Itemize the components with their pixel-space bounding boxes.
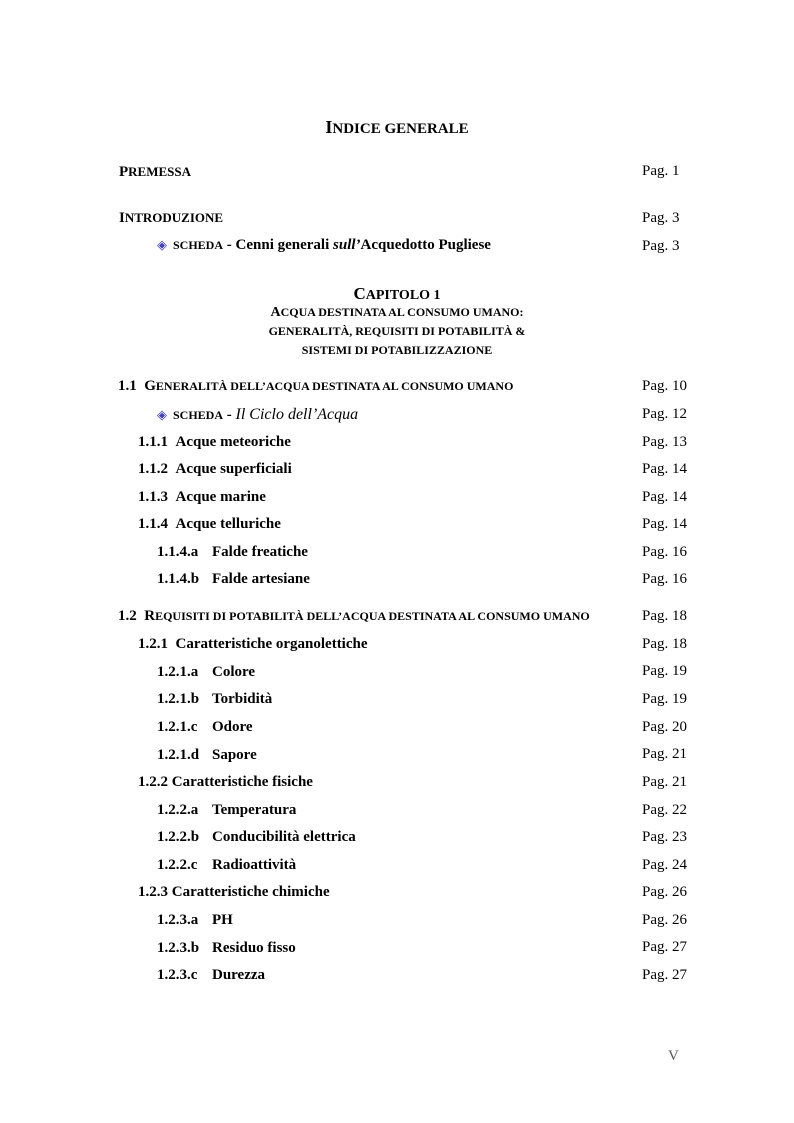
toc-entry[interactable] <box>157 747 257 764</box>
entry-text: Residuo fisso <box>212 940 296 956</box>
toc-entry-page: Pag. 13 <box>642 434 687 450</box>
chapter-title <box>0 284 794 304</box>
diamond-bullet-icon: ◈ <box>157 237 167 252</box>
entry-num: 1.1.4.a <box>157 544 199 560</box>
toc-entry[interactable] <box>157 829 356 846</box>
section-rest: ENERALITÀ DELL’ACQUA DESTINATA AL CONSUMO UMANO <box>155 379 514 393</box>
toc-page-section-1-2: Pag. 18 <box>642 608 687 624</box>
toc-entry[interactable] <box>138 434 291 451</box>
entry-num: 1.2.1.a <box>157 664 199 680</box>
toc-entry[interactable] <box>157 802 296 819</box>
toc-entry-page: Pag. 24 <box>642 857 687 873</box>
toc-entry-page: Pag. 16 <box>642 571 687 587</box>
toc-entry[interactable] <box>138 774 313 791</box>
entry-text: Falde freatiche <box>212 544 308 560</box>
toc-scheda-ciclo[interactable] <box>157 406 358 424</box>
scheda-text-em: sull’ <box>333 237 361 253</box>
scheda-sep: - <box>223 237 236 253</box>
entry-text: PH <box>212 912 233 928</box>
diamond-bullet-icon: ◈ <box>157 407 167 422</box>
entry-num: 1.2.2 <box>138 774 168 790</box>
page-title <box>0 117 794 138</box>
toc-entry-page: Pag. 14 <box>642 516 687 532</box>
section-num: 1.1 <box>118 378 137 394</box>
entry-num: 1.2.2.a <box>157 802 199 818</box>
section-first: R <box>144 608 156 624</box>
toc-entry-page: Pag. 19 <box>642 663 687 679</box>
entry-text: Radioattività <box>212 857 297 873</box>
scheda-text: Il Ciclo dell’Acqua <box>235 406 359 423</box>
entry-text: Caratteristiche organolettiche <box>175 636 368 652</box>
entry-num: 1.2.1 <box>138 636 168 652</box>
entry-num: 1.2.2.c <box>157 857 198 873</box>
section-rest: EQUISITI DI POTABILITÀ DELL’ACQUA DESTINATA AL CONSUMO UMANO <box>155 609 590 623</box>
entry-num: 1.1.4 <box>138 516 168 532</box>
toc-entry[interactable] <box>157 691 272 708</box>
chapter-subtitle-line2: GENERALITÀ, REQUISITI DI POTABILITÀ & <box>268 324 526 338</box>
toc-entry[interactable] <box>138 636 368 653</box>
scheda-label: SCHEDA <box>173 238 224 252</box>
entry-text: Acque meteoriche <box>175 434 291 450</box>
toc-entry[interactable] <box>138 489 266 506</box>
entry-text: Temperatura <box>212 802 297 818</box>
toc-entry[interactable] <box>157 967 265 984</box>
page-title-rest: NDICE GENERALE <box>332 121 469 137</box>
entry-text: Conducibilità elettrica <box>212 829 356 845</box>
toc-entry[interactable] <box>157 664 255 681</box>
premessa-rest: REMESSA <box>128 164 192 179</box>
entry-num: 1.2.2.b <box>157 829 200 845</box>
toc-entry-page: Pag. 26 <box>642 884 687 900</box>
section-num: 1.2 <box>118 608 137 624</box>
toc-entry-page: Pag. 21 <box>642 746 687 762</box>
entry-num: 1.2.1.b <box>157 691 200 707</box>
entry-num: 1.1.4.b <box>157 571 200 587</box>
scheda-text-b: Acquedotto Pugliese <box>360 237 491 253</box>
introduzione-rest: NTRODUZIONE <box>124 210 224 225</box>
entry-text: Acque marine <box>175 489 266 505</box>
toc-section-1-2[interactable] <box>118 608 590 625</box>
toc-entry[interactable] <box>157 857 296 874</box>
toc-entry-page: Pag. 20 <box>642 719 687 735</box>
section-first: G <box>144 378 156 394</box>
toc-entry[interactable] <box>138 516 281 533</box>
toc-entry[interactable] <box>157 940 296 957</box>
entry-text: Caratteristiche fisiche <box>171 774 313 790</box>
entry-num: 1.2.3.c <box>157 967 198 983</box>
toc-page-section-1-1: Pag. 10 <box>642 378 687 394</box>
chapter-subtitle-line3: SISTEMI DI POTABILIZZAZIONE <box>301 343 493 357</box>
toc-entry-page: Pag. 21 <box>642 774 687 790</box>
page-number: V <box>668 1048 679 1064</box>
toc-entry-page: Pag. 26 <box>642 912 687 928</box>
entry-text: Acque superficiali <box>175 461 292 477</box>
chapter-subtitle-first: A <box>270 305 281 320</box>
entry-text: Torbidità <box>212 691 273 707</box>
toc-entry-page: Pag. 18 <box>642 636 687 652</box>
entry-num: 1.2.3 <box>138 884 168 900</box>
toc-entry[interactable] <box>157 571 310 588</box>
toc-section-1-1[interactable] <box>118 378 513 395</box>
toc-entry-page: Pag. 22 <box>642 802 687 818</box>
toc-entry[interactable] <box>157 544 308 561</box>
toc-scheda-acquedotto[interactable] <box>157 237 491 254</box>
introduzione-first: I <box>119 210 125 226</box>
entry-text: Odore <box>212 719 253 735</box>
entry-text: Durezza <box>212 967 266 983</box>
entry-num: 1.2.1.c <box>157 719 198 735</box>
toc-entry-page: Pag. 16 <box>642 544 687 560</box>
toc-entry-page: Pag. 14 <box>642 489 687 505</box>
toc-premessa[interactable] <box>119 164 191 181</box>
toc-entry-page: Pag. 23 <box>642 829 687 845</box>
toc-entry-page: Pag. 27 <box>642 967 687 983</box>
toc-page-premessa: Pag. 1 <box>642 163 680 179</box>
scheda-label: SCHEDA <box>173 408 224 422</box>
chapter-title-rest: APITOLO 1 <box>365 288 441 303</box>
toc-introduzione[interactable] <box>119 210 223 227</box>
toc-entry-page: Pag. 14 <box>642 461 687 477</box>
entry-num: 1.1.3 <box>138 489 168 505</box>
chapter-subtitle-rest: CQUA DESTINATA AL CONSUMO UMANO: <box>280 305 524 319</box>
entry-num: 1.1.2 <box>138 461 168 477</box>
scheda-text-a: Cenni generali <box>235 237 334 253</box>
entry-num: 1.1.1 <box>138 434 168 450</box>
page-title-first: I <box>325 117 333 137</box>
toc-page-scheda-ciclo: Pag. 12 <box>642 406 687 422</box>
chapter-subtitle-line1 <box>0 305 794 321</box>
entry-text: Acque telluriche <box>175 516 281 532</box>
entry-num: 1.2.3.b <box>157 940 200 956</box>
premessa-first: P <box>119 164 129 180</box>
entry-text: Sapore <box>212 747 257 763</box>
toc-page-introduzione: Pag. 3 <box>642 210 680 226</box>
toc-page-scheda-acquedotto: Pag. 3 <box>642 238 680 254</box>
entry-num: 1.2.3.a <box>157 912 199 928</box>
toc-entry[interactable] <box>138 461 292 478</box>
entry-num: 1.2.1.d <box>157 747 200 763</box>
toc-entry[interactable] <box>157 719 253 736</box>
chapter-title-first: C <box>353 284 366 303</box>
toc-entry-page: Pag. 19 <box>642 691 687 707</box>
entry-text: Falde artesiane <box>212 571 310 587</box>
toc-entry[interactable] <box>138 884 330 901</box>
entry-text: Colore <box>212 664 256 680</box>
toc-entry-page: Pag. 27 <box>642 939 687 955</box>
toc-entry[interactable] <box>157 912 233 929</box>
scheda-sep: - <box>223 407 236 423</box>
entry-text: Caratteristiche chimiche <box>171 884 330 900</box>
